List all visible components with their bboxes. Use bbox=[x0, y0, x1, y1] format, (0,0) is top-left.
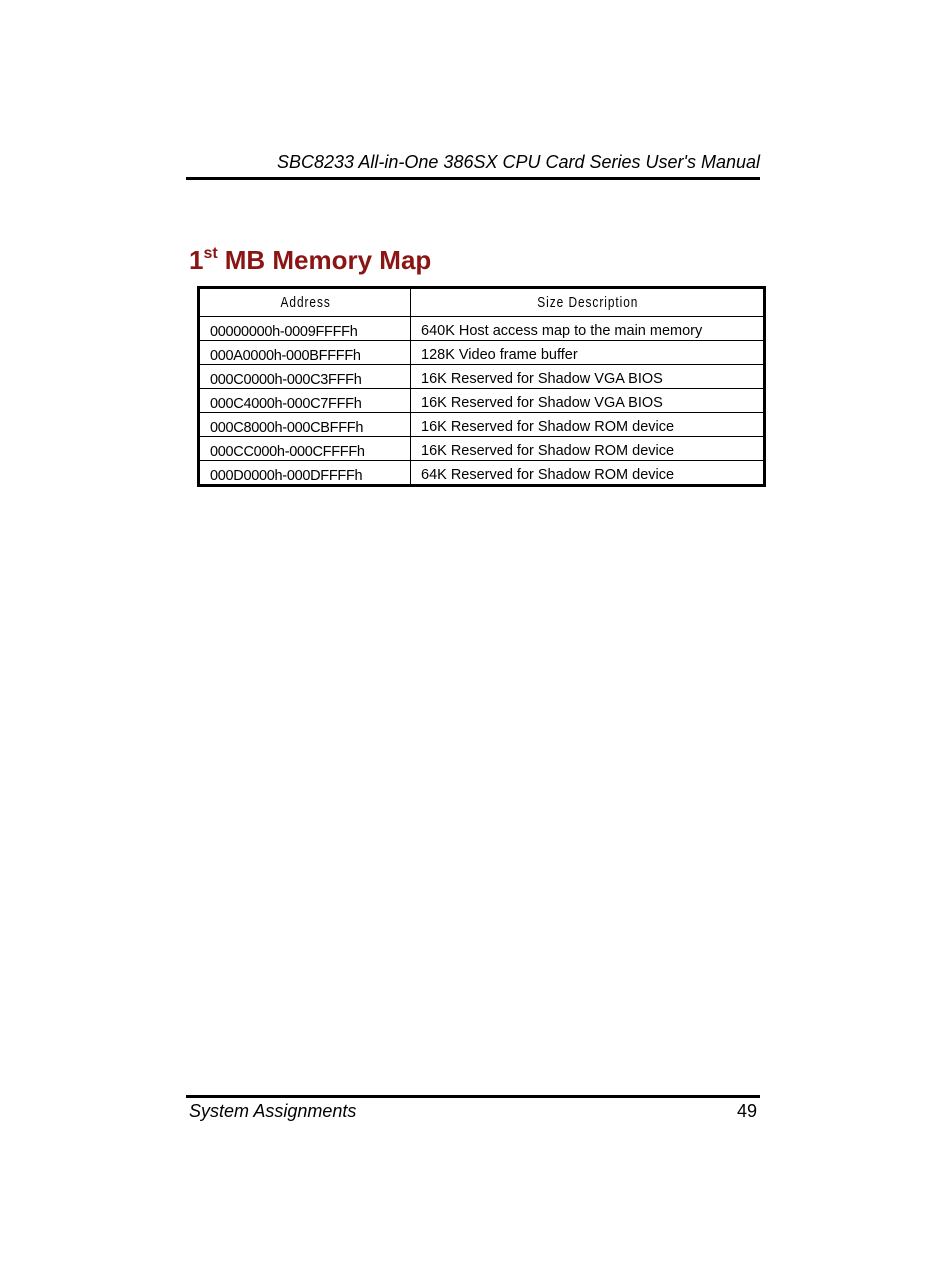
memory-map-table bbox=[197, 286, 766, 487]
section-title bbox=[189, 240, 431, 285]
table-row bbox=[199, 317, 765, 341]
address-cell: 000CC000h-000CFFFFh bbox=[199, 437, 411, 461]
running-header: SBC8233 All-in-One 386SX CPU Card Series User's Manual bbox=[277, 152, 760, 172]
address-cell: 000D0000h-000DFFFFh bbox=[199, 461, 411, 486]
description-cell: 128K Video frame buffer bbox=[411, 341, 765, 365]
table-row bbox=[199, 389, 765, 413]
column-header-address: Address bbox=[211, 288, 398, 317]
page-number: 49 bbox=[736, 1101, 757, 1121]
description-cell: 16K Reserved for Shadow ROM device bbox=[411, 413, 765, 437]
column-header-size-description: Size Description bbox=[432, 288, 744, 317]
address-cell: 000C0000h-000C3FFFh bbox=[199, 365, 411, 389]
section-superscript: st bbox=[203, 245, 218, 262]
footer-section-name: System Assignments bbox=[189, 1101, 357, 1121]
address-cell: 000C4000h-000C7FFFh bbox=[199, 389, 411, 413]
address-cell: 00000000h-0009FFFFh bbox=[199, 317, 411, 341]
description-cell: 16K Reserved for Shadow ROM device bbox=[411, 437, 765, 461]
table-row bbox=[199, 341, 765, 365]
header-rule bbox=[186, 177, 760, 180]
table-row bbox=[199, 461, 765, 486]
footer-rule bbox=[186, 1095, 760, 1098]
section-number: 1 bbox=[189, 245, 204, 275]
table-header-row bbox=[199, 288, 765, 317]
table-row bbox=[199, 365, 765, 389]
description-cell: 16K Reserved for Shadow VGA BIOS bbox=[411, 365, 765, 389]
address-cell: 000A0000h-000BFFFFh bbox=[199, 341, 411, 365]
table-row bbox=[199, 413, 765, 437]
description-cell: 16K Reserved for Shadow VGA BIOS bbox=[411, 389, 765, 413]
address-cell: 000C8000h-000CBFFFh bbox=[199, 413, 411, 437]
table-row bbox=[199, 437, 765, 461]
section-title-text: MB Memory Map bbox=[224, 245, 432, 275]
description-cell: 640K Host access map to the main memory bbox=[411, 317, 765, 341]
description-cell: 64K Reserved for Shadow ROM device bbox=[411, 461, 765, 486]
